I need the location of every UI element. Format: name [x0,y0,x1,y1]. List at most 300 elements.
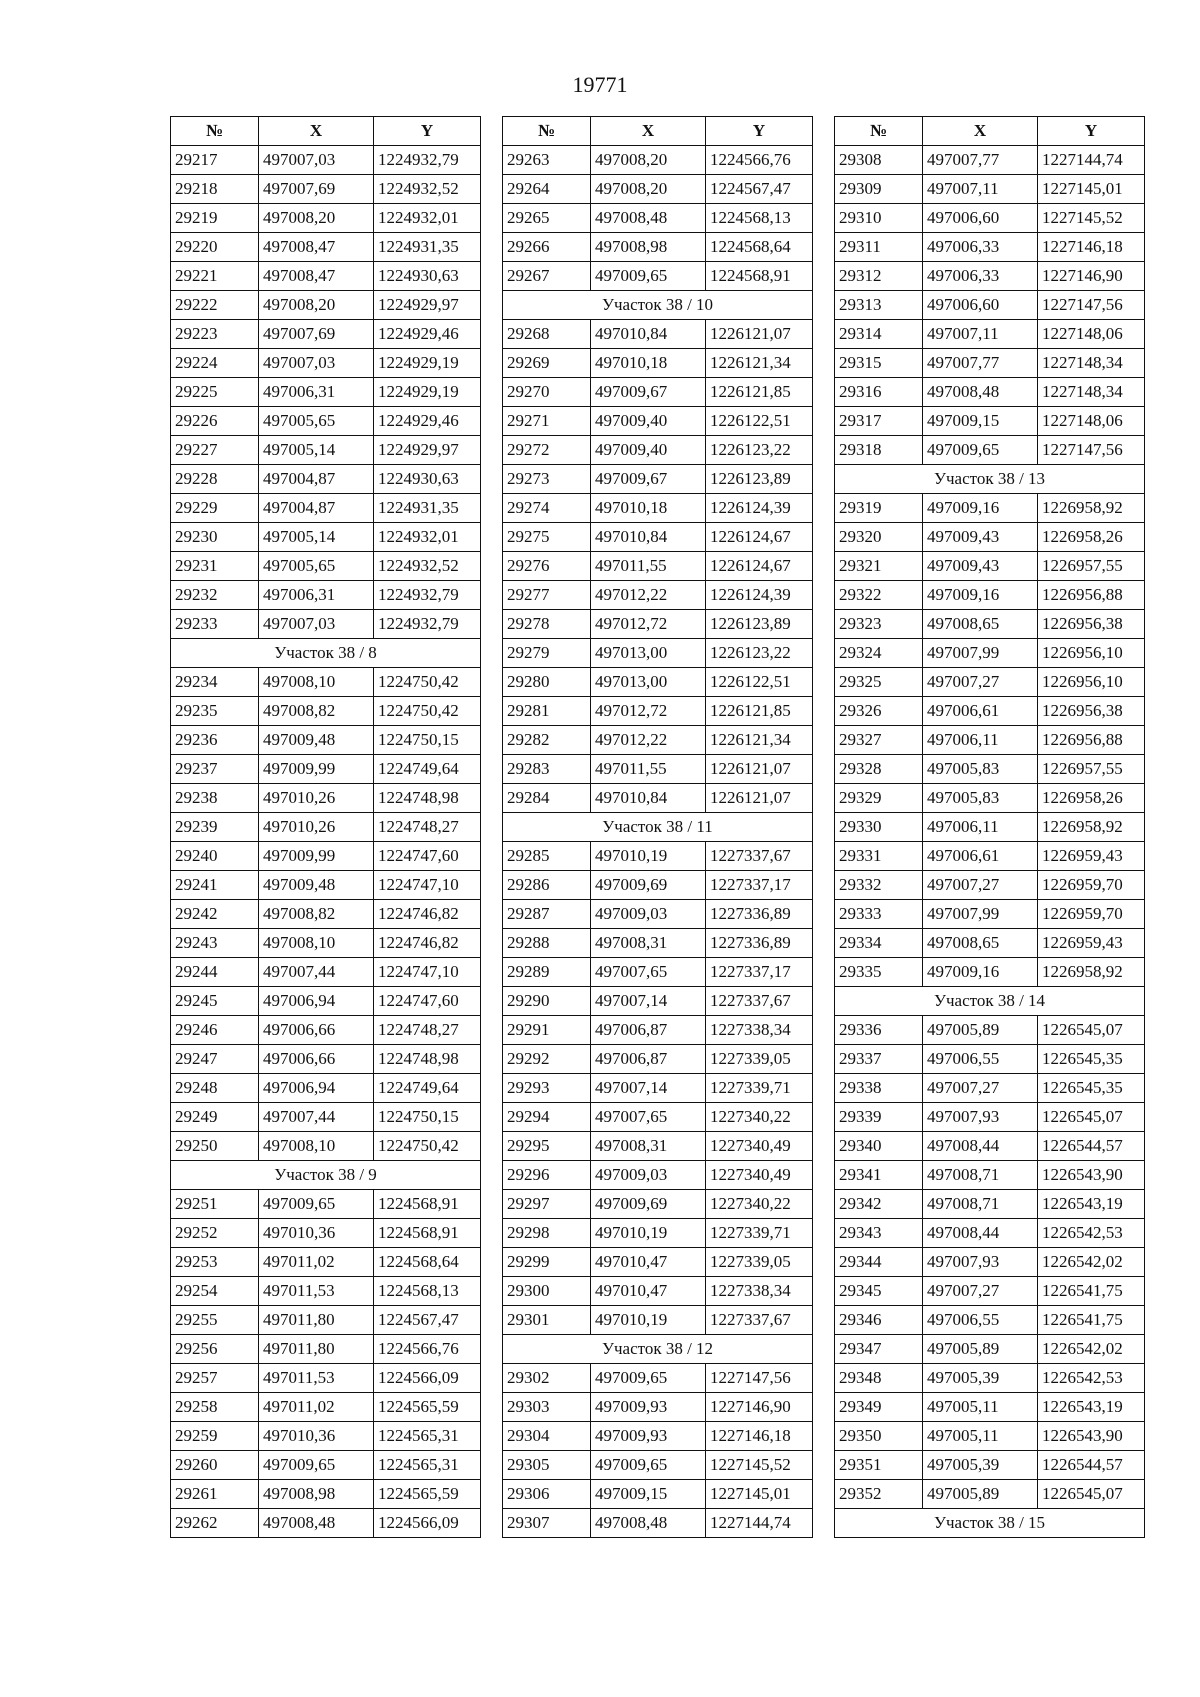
point-number-cell: 29347 [835,1335,923,1364]
table-row [835,1190,1145,1219]
x-coordinate-cell: 497005,39 [923,1364,1038,1393]
y-coordinate-cell: 1226121,85 [706,697,813,726]
x-coordinate-cell: 497011,55 [591,552,706,581]
y-coordinate-cell: 1224929,97 [374,436,481,465]
x-coordinate-cell: 497007,03 [259,146,374,175]
table-row [503,784,813,813]
y-coordinate-cell: 1226122,51 [706,407,813,436]
point-number-cell: 29341 [835,1161,923,1190]
point-number-cell: 29253 [171,1248,259,1277]
y-coordinate-cell: 1224749,64 [374,1074,481,1103]
point-number-cell: 29283 [503,755,591,784]
x-coordinate-cell: 497009,15 [591,1480,706,1509]
table-row [835,204,1145,233]
point-number-cell: 29266 [503,233,591,262]
x-coordinate-cell: 497006,31 [259,581,374,610]
x-coordinate-cell: 497007,65 [591,1103,706,1132]
point-number-cell: 29262 [171,1509,259,1538]
x-coordinate-cell: 497010,26 [259,813,374,842]
y-coordinate-cell: 1224567,47 [374,1306,481,1335]
table-row [503,1393,813,1422]
point-number-cell: 29246 [171,1016,259,1045]
table-row [503,465,813,494]
x-coordinate-cell: 497009,67 [591,465,706,494]
table-row [835,900,1145,929]
y-coordinate-cell: 1224929,19 [374,378,481,407]
y-coordinate-cell: 1224568,91 [706,262,813,291]
x-coordinate-cell: 497010,84 [591,784,706,813]
y-coordinate-cell: 1224749,64 [374,755,481,784]
y-coordinate-cell: 1226121,07 [706,755,813,784]
x-coordinate-cell: 497008,71 [923,1190,1038,1219]
x-coordinate-cell: 497011,02 [259,1248,374,1277]
point-number-cell: 29235 [171,697,259,726]
x-coordinate-cell: 497011,55 [591,755,706,784]
y-coordinate-cell: 1226545,07 [1038,1016,1145,1045]
x-coordinate-cell: 497009,65 [591,262,706,291]
y-coordinate-cell: 1224565,31 [374,1422,481,1451]
point-number-cell: 29218 [171,175,259,204]
table-row [835,842,1145,871]
point-number-cell: 29317 [835,407,923,436]
table-body [835,146,1145,1538]
x-coordinate-cell: 497009,99 [259,842,374,871]
x-coordinate-cell: 497010,84 [591,320,706,349]
table-row [503,175,813,204]
y-coordinate-cell: 1224750,15 [374,726,481,755]
point-number-cell: 29229 [171,494,259,523]
x-coordinate-cell: 497008,10 [259,929,374,958]
x-coordinate-cell: 497006,55 [923,1045,1038,1074]
y-coordinate-cell: 1224750,42 [374,697,481,726]
y-coordinate-cell: 1224566,76 [374,1335,481,1364]
x-coordinate-cell: 497009,15 [923,407,1038,436]
table-row [835,407,1145,436]
table-row [503,1248,813,1277]
y-coordinate-cell: 1224747,60 [374,987,481,1016]
point-number-cell: 29322 [835,581,923,610]
table-row [171,987,481,1016]
x-coordinate-cell: 497005,14 [259,523,374,552]
point-number-cell: 29278 [503,610,591,639]
y-coordinate-cell: 1224931,35 [374,494,481,523]
y-coordinate-cell: 1224566,09 [374,1509,481,1538]
point-number-cell: 29288 [503,929,591,958]
table-row [503,1016,813,1045]
point-number-cell: 29233 [171,610,259,639]
x-coordinate-cell: 497009,16 [923,494,1038,523]
point-number-cell: 29236 [171,726,259,755]
x-coordinate-cell: 497009,48 [259,871,374,900]
point-number-cell: 29313 [835,291,923,320]
x-coordinate-cell: 497006,61 [923,842,1038,871]
y-coordinate-cell: 1224565,59 [374,1480,481,1509]
section-row [171,1161,481,1190]
x-coordinate-cell: 497011,80 [259,1306,374,1335]
x-coordinate-cell: 497007,44 [259,1103,374,1132]
x-coordinate-cell: 497008,98 [591,233,706,262]
y-coordinate-cell: 1226121,07 [706,784,813,813]
point-number-cell: 29256 [171,1335,259,1364]
x-coordinate-cell: 497008,44 [923,1219,1038,1248]
point-number-cell: 29251 [171,1190,259,1219]
y-coordinate-cell: 1226956,10 [1038,668,1145,697]
table-row [503,523,813,552]
y-coordinate-cell: 1224746,82 [374,900,481,929]
section-title: Участок 38 / 8 [171,639,481,668]
point-number-cell: 29292 [503,1045,591,1074]
y-coordinate-cell: 1224565,59 [374,1393,481,1422]
y-coordinate-cell: 1226121,07 [706,320,813,349]
point-number-cell: 29285 [503,842,591,871]
table-row [835,581,1145,610]
point-number-cell: 29228 [171,465,259,494]
table-row [835,378,1145,407]
table-row [835,958,1145,987]
point-number-cell: 29339 [835,1103,923,1132]
table-row [835,494,1145,523]
table-row [503,726,813,755]
x-coordinate-cell: 497007,27 [923,1074,1038,1103]
table-row [171,1248,481,1277]
y-coordinate-cell: 1227340,22 [706,1190,813,1219]
table-row [835,1016,1145,1045]
header-x: X [259,117,374,146]
table-row [171,1422,481,1451]
table-row [835,1045,1145,1074]
point-number-cell: 29231 [171,552,259,581]
x-coordinate-cell: 497008,48 [259,1509,374,1538]
x-coordinate-cell: 497007,69 [259,175,374,204]
point-number-cell: 29314 [835,320,923,349]
y-coordinate-cell: 1226956,88 [1038,726,1145,755]
x-coordinate-cell: 497009,65 [591,1451,706,1480]
y-coordinate-cell: 1226545,07 [1038,1480,1145,1509]
table-row [835,1074,1145,1103]
y-coordinate-cell: 1224929,19 [374,349,481,378]
x-coordinate-cell: 497009,93 [591,1393,706,1422]
x-coordinate-cell: 497010,19 [591,1306,706,1335]
section-title: Участок 38 / 14 [835,987,1145,1016]
table-row [171,958,481,987]
point-number-cell: 29346 [835,1306,923,1335]
coordinate-table-2 [502,116,813,1538]
table-row [171,1393,481,1422]
x-coordinate-cell: 497007,11 [923,175,1038,204]
y-coordinate-cell: 1227338,34 [706,1016,813,1045]
point-number-cell: 29281 [503,697,591,726]
x-coordinate-cell: 497010,47 [591,1277,706,1306]
point-number-cell: 29238 [171,784,259,813]
y-coordinate-cell: 1226543,90 [1038,1161,1145,1190]
table-row [171,1306,481,1335]
table-row [835,1422,1145,1451]
point-number-cell: 29332 [835,871,923,900]
y-coordinate-cell: 1227147,56 [1038,291,1145,320]
point-number-cell: 29247 [171,1045,259,1074]
point-number-cell: 29312 [835,262,923,291]
table-row [171,581,481,610]
table-row [503,1045,813,1074]
point-number-cell: 29326 [835,697,923,726]
y-coordinate-cell: 1227339,71 [706,1219,813,1248]
y-coordinate-cell: 1224566,76 [706,146,813,175]
x-coordinate-cell: 497012,72 [591,610,706,639]
table-row [835,1480,1145,1509]
coordinate-table-1 [170,116,481,1538]
y-coordinate-cell: 1224748,98 [374,784,481,813]
point-number-cell: 29240 [171,842,259,871]
coordinate-table-3 [834,116,1145,1538]
y-coordinate-cell: 1224929,46 [374,320,481,349]
table-row [171,1335,481,1364]
x-coordinate-cell: 497008,20 [259,291,374,320]
y-coordinate-cell: 1224932,79 [374,146,481,175]
x-coordinate-cell: 497009,93 [591,1422,706,1451]
x-coordinate-cell: 497009,43 [923,523,1038,552]
point-number-cell: 29316 [835,378,923,407]
table-row [171,1103,481,1132]
table-row [171,378,481,407]
x-coordinate-cell: 497008,47 [259,233,374,262]
y-coordinate-cell: 1226124,67 [706,523,813,552]
y-coordinate-cell: 1226956,38 [1038,610,1145,639]
x-coordinate-cell: 497007,44 [259,958,374,987]
y-coordinate-cell: 1226543,90 [1038,1422,1145,1451]
y-coordinate-cell: 1227147,56 [1038,436,1145,465]
x-coordinate-cell: 497009,43 [923,552,1038,581]
x-coordinate-cell: 497008,20 [591,175,706,204]
table-row [503,552,813,581]
table-row [835,146,1145,175]
table-row [171,1045,481,1074]
point-number-cell: 29335 [835,958,923,987]
point-number-cell: 29258 [171,1393,259,1422]
table-row [503,987,813,1016]
y-coordinate-cell: 1224929,46 [374,407,481,436]
point-number-cell: 29315 [835,349,923,378]
table-row [503,1364,813,1393]
point-number-cell: 29252 [171,1219,259,1248]
x-coordinate-cell: 497010,36 [259,1422,374,1451]
point-number-cell: 29336 [835,1016,923,1045]
x-coordinate-cell: 497008,20 [259,204,374,233]
x-coordinate-cell: 497005,83 [923,784,1038,813]
point-number-cell: 29352 [835,1480,923,1509]
x-coordinate-cell: 497007,27 [923,1277,1038,1306]
y-coordinate-cell: 1226958,92 [1038,958,1145,987]
x-coordinate-cell: 497008,48 [591,204,706,233]
point-number-cell: 29301 [503,1306,591,1335]
table-row [503,1509,813,1538]
x-coordinate-cell: 497006,60 [923,291,1038,320]
point-number-cell: 29269 [503,349,591,378]
y-coordinate-cell: 1227144,74 [706,1509,813,1538]
table-row [835,871,1145,900]
point-number-cell: 29234 [171,668,259,697]
table-row [835,320,1145,349]
table-row [171,291,481,320]
y-coordinate-cell: 1226959,43 [1038,842,1145,871]
section-title: Участок 38 / 9 [171,1161,481,1190]
point-number-cell: 29255 [171,1306,259,1335]
x-coordinate-cell: 497010,26 [259,784,374,813]
point-number-cell: 29338 [835,1074,923,1103]
y-coordinate-cell: 1227336,89 [706,900,813,929]
table-row [503,929,813,958]
y-coordinate-cell: 1224746,82 [374,929,481,958]
table-row [503,668,813,697]
point-number-cell: 29289 [503,958,591,987]
x-coordinate-cell: 497009,65 [259,1451,374,1480]
x-coordinate-cell: 497007,11 [923,320,1038,349]
coordinate-tables [170,116,1145,1538]
y-coordinate-cell: 1227146,18 [706,1422,813,1451]
table-row [171,320,481,349]
table-row [171,1364,481,1393]
table-row [503,494,813,523]
point-number-cell: 29225 [171,378,259,407]
table-row [503,262,813,291]
point-number-cell: 29230 [171,523,259,552]
table-row [503,755,813,784]
point-number-cell: 29226 [171,407,259,436]
section-row [503,813,813,842]
x-coordinate-cell: 497007,65 [591,958,706,987]
table-row [503,958,813,987]
x-coordinate-cell: 497009,65 [259,1190,374,1219]
table-row [503,1103,813,1132]
y-coordinate-cell: 1226121,85 [706,378,813,407]
y-coordinate-cell: 1224932,79 [374,581,481,610]
point-number-cell: 29248 [171,1074,259,1103]
y-coordinate-cell: 1224931,35 [374,233,481,262]
point-number-cell: 29275 [503,523,591,552]
point-number-cell: 29309 [835,175,923,204]
y-coordinate-cell: 1226124,39 [706,494,813,523]
point-number-cell: 29330 [835,813,923,842]
x-coordinate-cell: 497007,93 [923,1248,1038,1277]
point-number-cell: 29260 [171,1451,259,1480]
point-number-cell: 29296 [503,1161,591,1190]
y-coordinate-cell: 1226543,19 [1038,1190,1145,1219]
x-coordinate-cell: 497005,65 [259,407,374,436]
x-coordinate-cell: 497007,03 [259,610,374,639]
y-coordinate-cell: 1226122,51 [706,668,813,697]
point-number-cell: 29294 [503,1103,591,1132]
point-number-cell: 29284 [503,784,591,813]
x-coordinate-cell: 497011,53 [259,1364,374,1393]
point-number-cell: 29261 [171,1480,259,1509]
x-coordinate-cell: 497013,00 [591,639,706,668]
point-number-cell: 29345 [835,1277,923,1306]
point-number-cell: 29272 [503,436,591,465]
x-coordinate-cell: 497009,40 [591,407,706,436]
point-number-cell: 29287 [503,900,591,929]
table-row [503,349,813,378]
table-row [171,1480,481,1509]
table-row [503,1306,813,1335]
table-row [171,262,481,291]
x-coordinate-cell: 497007,69 [259,320,374,349]
point-number-cell: 29221 [171,262,259,291]
y-coordinate-cell: 1227145,01 [1038,175,1145,204]
y-coordinate-cell: 1224747,10 [374,958,481,987]
table-row [835,639,1145,668]
y-coordinate-cell: 1227148,34 [1038,378,1145,407]
x-coordinate-cell: 497006,66 [259,1016,374,1045]
y-coordinate-cell: 1226542,53 [1038,1219,1145,1248]
header-number: № [171,117,259,146]
section-row [503,291,813,320]
x-coordinate-cell: 497011,80 [259,1335,374,1364]
point-number-cell: 29268 [503,320,591,349]
table-row [171,465,481,494]
table-row [171,1219,481,1248]
header-number: № [835,117,923,146]
y-coordinate-cell: 1227148,06 [1038,320,1145,349]
table-row [171,523,481,552]
table-row [835,1219,1145,1248]
x-coordinate-cell: 497010,84 [591,523,706,552]
y-coordinate-cell: 1227146,18 [1038,233,1145,262]
table-row [835,1103,1145,1132]
y-coordinate-cell: 1226959,70 [1038,871,1145,900]
x-coordinate-cell: 497007,27 [923,668,1038,697]
x-coordinate-cell: 497005,89 [923,1335,1038,1364]
point-number-cell: 29274 [503,494,591,523]
y-coordinate-cell: 1226956,10 [1038,639,1145,668]
point-number-cell: 29334 [835,929,923,958]
x-coordinate-cell: 497009,03 [591,1161,706,1190]
point-number-cell: 29340 [835,1132,923,1161]
x-coordinate-cell: 497009,99 [259,755,374,784]
point-number-cell: 29329 [835,784,923,813]
y-coordinate-cell: 1224568,91 [374,1219,481,1248]
point-number-cell: 29250 [171,1132,259,1161]
y-coordinate-cell: 1226543,19 [1038,1393,1145,1422]
y-coordinate-cell: 1226123,22 [706,639,813,668]
x-coordinate-cell: 497006,33 [923,233,1038,262]
y-coordinate-cell: 1226541,75 [1038,1306,1145,1335]
x-coordinate-cell: 497012,72 [591,697,706,726]
table-row [503,871,813,900]
x-coordinate-cell: 497006,31 [259,378,374,407]
point-number-cell: 29282 [503,726,591,755]
point-number-cell: 29300 [503,1277,591,1306]
table-body [171,146,481,1538]
x-coordinate-cell: 497008,82 [259,697,374,726]
table-row [171,1277,481,1306]
point-number-cell: 29223 [171,320,259,349]
table-row [503,1161,813,1190]
y-coordinate-cell: 1226123,89 [706,610,813,639]
table-row [835,1364,1145,1393]
point-number-cell: 29257 [171,1364,259,1393]
y-coordinate-cell: 1226542,02 [1038,1335,1145,1364]
table-row [503,233,813,262]
x-coordinate-cell: 497010,18 [591,349,706,378]
y-coordinate-cell: 1226541,75 [1038,1277,1145,1306]
table-row [171,436,481,465]
y-coordinate-cell: 1227337,67 [706,987,813,1016]
point-number-cell: 29342 [835,1190,923,1219]
table-row [835,929,1145,958]
x-coordinate-cell: 497008,44 [923,1132,1038,1161]
point-number-cell: 29242 [171,900,259,929]
x-coordinate-cell: 497008,65 [923,929,1038,958]
table-row [503,1451,813,1480]
